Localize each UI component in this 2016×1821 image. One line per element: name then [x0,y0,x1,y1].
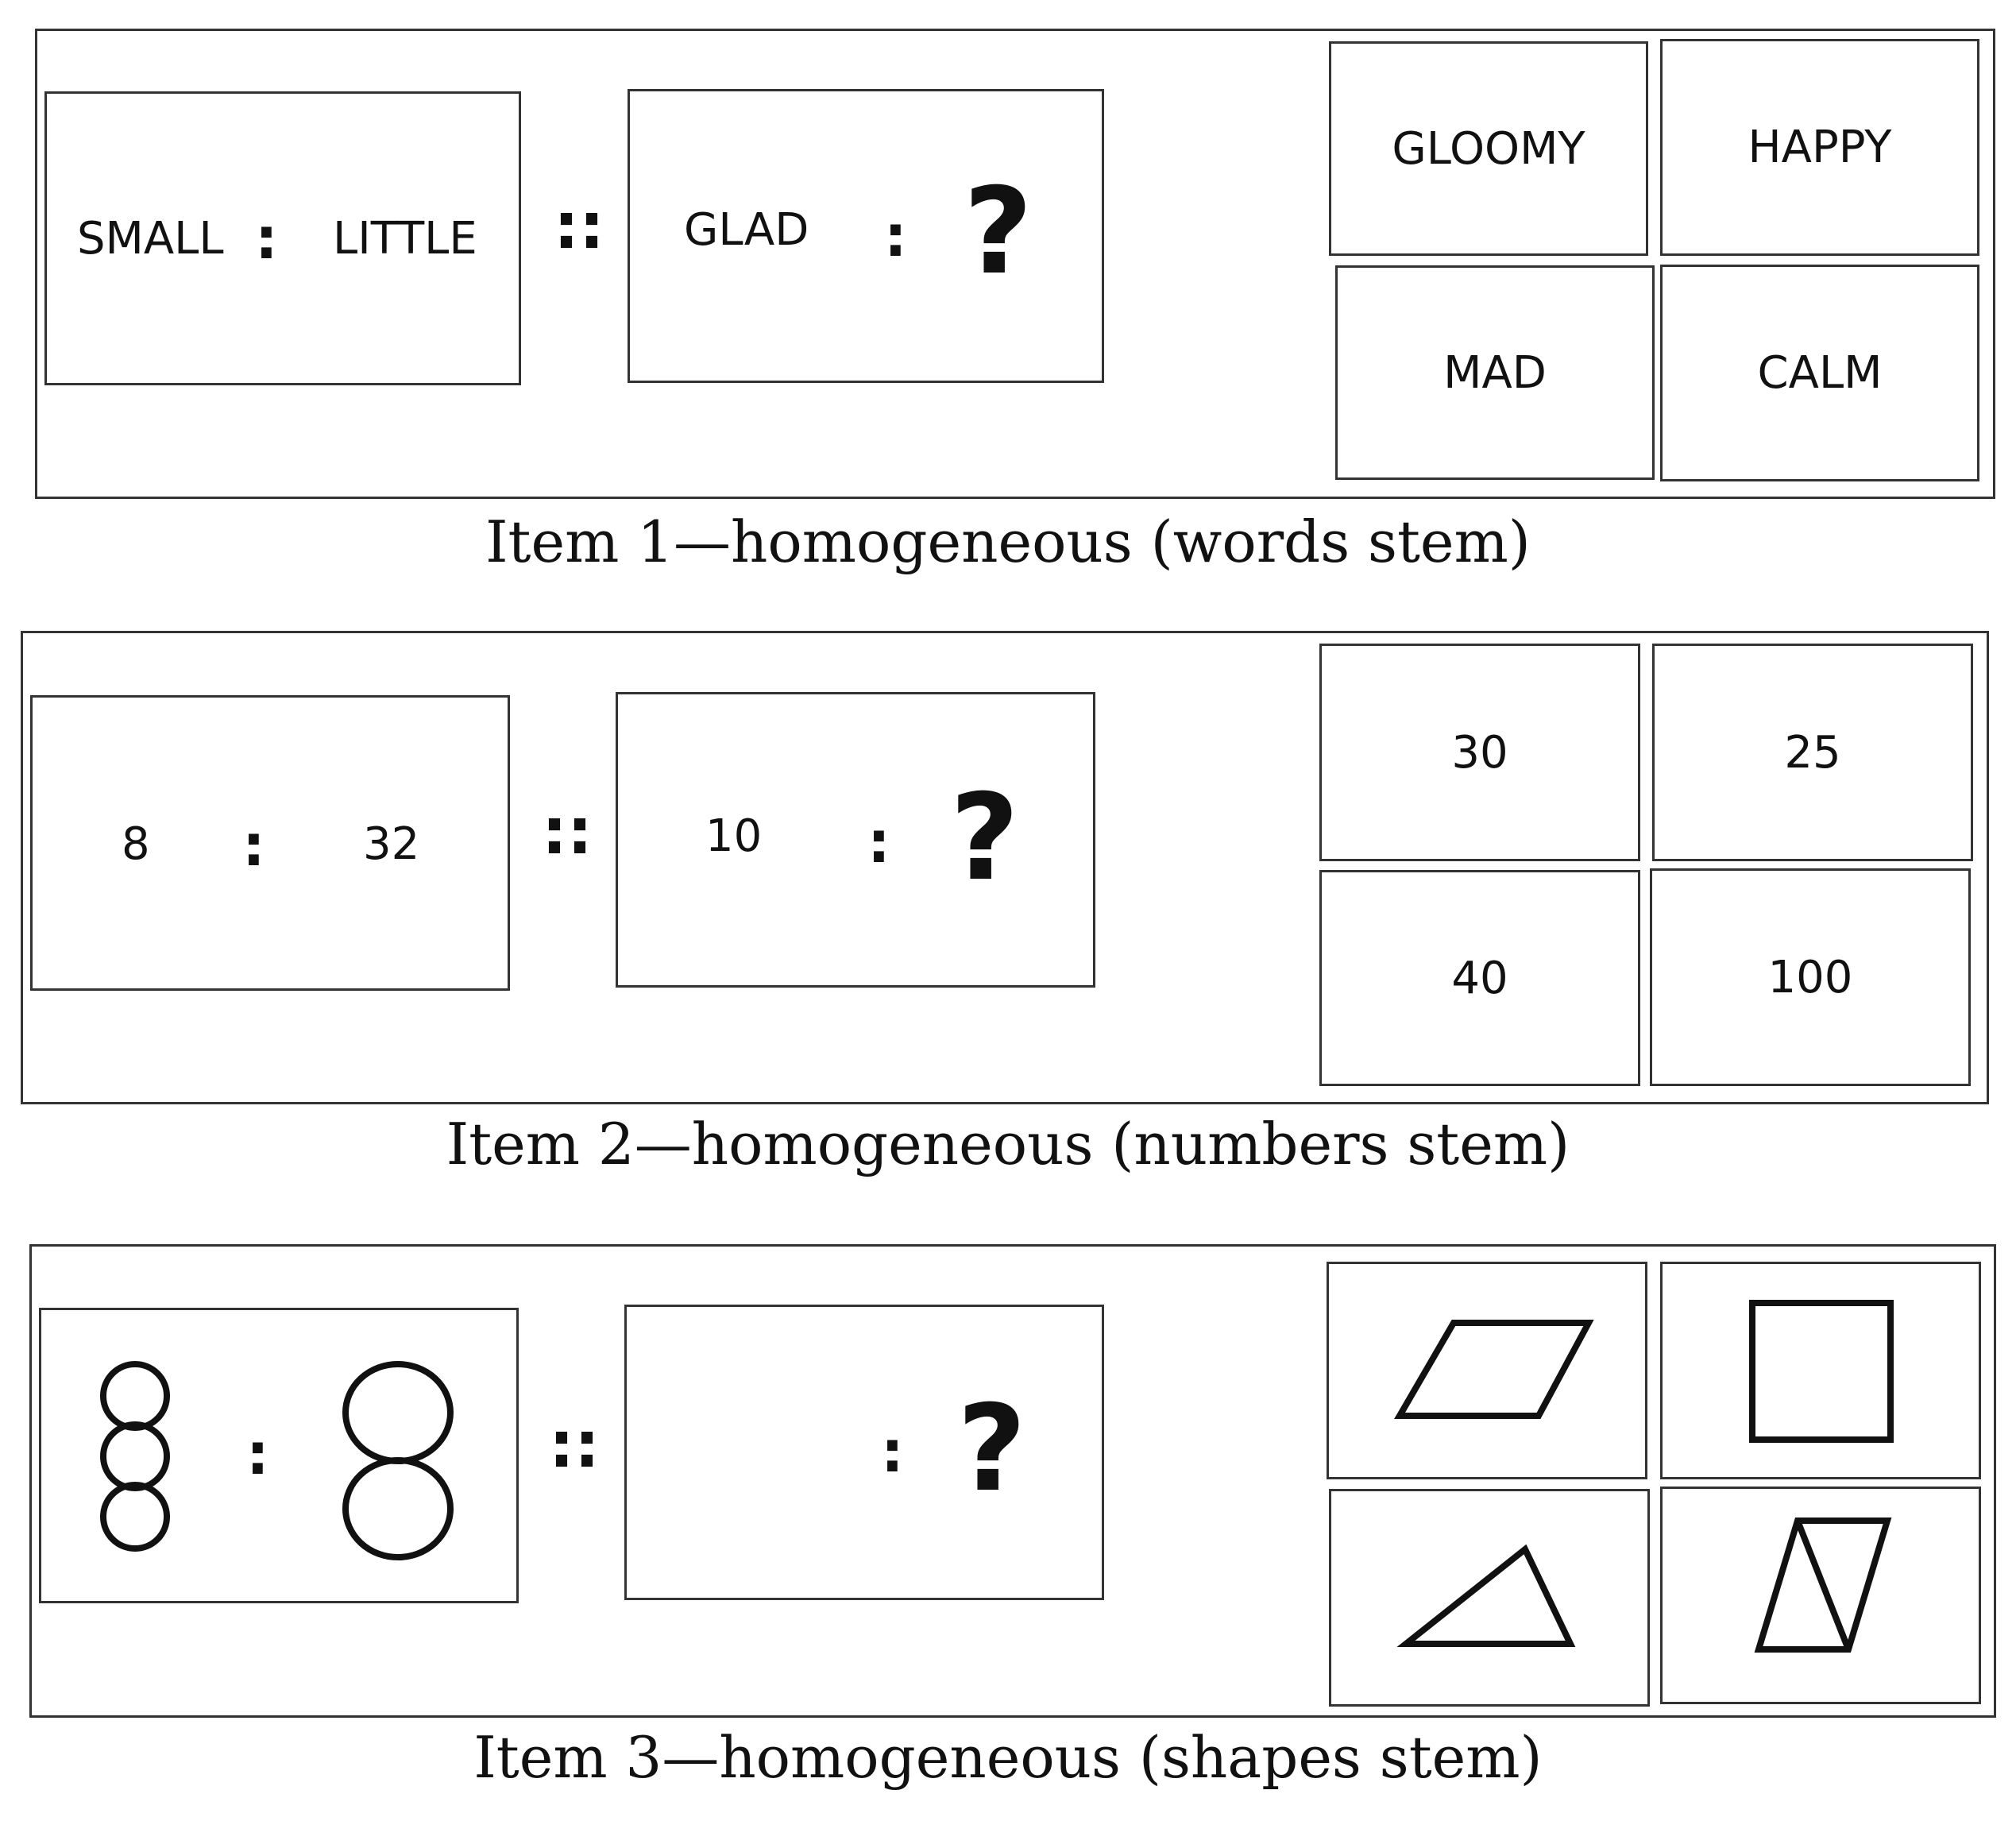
item-2-option-3-label: 40 [1451,952,1508,1004]
item-1-option-4-label: CALM [1757,347,1883,399]
option-1-parallelogram-icon [1400,1323,1589,1416]
item-1-question-mark: ? [964,163,1033,301]
item-1-stem-left-a: SMALL [77,213,224,265]
item-2-stem-left-b: 32 [363,818,420,870]
item-3-stem-right-colon: : [881,1418,904,1485]
item-1-stem-right-a: GLAD [684,204,809,256]
item-2-analogy-separator: :: [542,795,593,868]
item-2-stem-left-colon: : [242,812,265,879]
item-1-option-3-label: MAD [1443,346,1547,399]
item-1-stem-left-colon: : [255,205,278,272]
item-2-stem-right-a: 10 [705,810,763,862]
item-2-option-1-label: 30 [1451,726,1508,779]
item-1-stem-left-b: LITTLE [333,213,477,265]
item-3-analogy-separator: :: [549,1408,600,1482]
option-4-diagonal-icon [1798,1521,1848,1649]
item-1-analogy-separator: :: [554,189,604,263]
item-3-caption: Item 3—homogeneous (shapes stem) [473,1724,1543,1791]
item-2-option-2-label: 25 [1784,726,1841,779]
item-1-option-2-label: HAPPY [1748,122,1892,173]
item-1-caption: Item 1—homogeneous (words stem) [485,508,1531,575]
item-2-stem-left-a: 8 [122,818,150,870]
item-2-option-4-label: 100 [1767,951,1853,1003]
option-3-triangle-icon [1406,1549,1570,1644]
item-3-question-mark: ? [957,1380,1027,1518]
item-1-option-1-label: GLOOMY [1392,122,1585,175]
option-2-square-icon [1752,1303,1890,1440]
item-2-stem-right-colon: : [867,809,890,876]
item-1-stem-right-colon: : [884,203,907,269]
item-3-stem-left-colon: : [246,1421,269,1487]
item-2-question-mark: ? [950,769,1020,907]
item-2-caption: Item 2—homogeneous (numbers stem) [446,1111,1570,1177]
